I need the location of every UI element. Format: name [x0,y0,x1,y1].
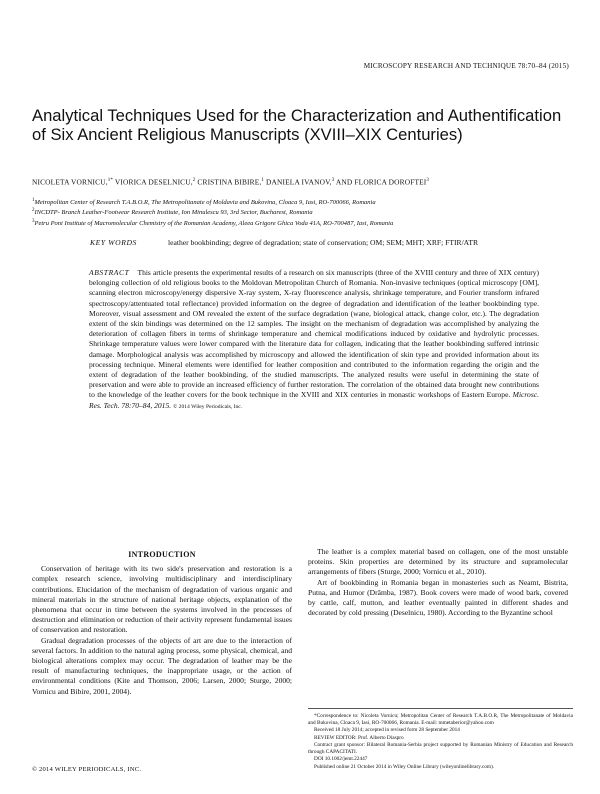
footnote-review-editor: REVIEW EDITOR: Prof. Alberto Diaspro [314,734,404,741]
body-paragraph: Art of bookbinding in Romania began in monasteries such as Neamt, Bistrita, Putna, and Humor (Drâmba, 1987). Book covers were made of wood bark, covered by cattle, calf, mutton, and leather eventually painted in different shades and decorated by cold pressing (Deselnicu, 1980). According to the Byzantine school [308,577,568,618]
abstract-copyright: © 2014 Wiley Periodicals, Inc. [173,403,243,410]
affiliation-mark: 1 [32,198,35,203]
author-name: NICOLETA VORNICU, [32,177,108,187]
affiliation [32,207,572,217]
right-column [308,547,568,618]
author-name: DANIELA IVANOV, [264,177,332,187]
author-affiliation-mark: 3 [331,178,335,183]
keywords-label: KEY WORDS [90,238,137,247]
author-list [32,176,572,187]
footnotes-block [308,708,573,771]
article-title: Analytical Techniques Used for the Characterization and Authentification of Six Ancient Religious Manuscripts (XVIII–XIX Centuries) [32,106,562,144]
footnote-correspondence: *Correspondence to: Nicoleta Vornicu; Metropolitan Center of Research T.A.B.O.R, The Metropolitanate of Moldavia and Bukovina, Cloaca 9, Iasi, RO-700066, Romania. E-mail: mmetaberior@yahoo.com [308,713,573,726]
footnote-grant: Contract grant sponsor: Bilateral Romania-Serbia project supported by Romanian Ministry of Education and Research through CAPACITATI. [308,742,573,755]
keywords-text: leather bookbinding; degree of degradation; state of conservation; OM; SEM; MHT; XRF; FTIR/ATR [168,238,479,247]
author-affiliation-mark: 3 [426,178,430,183]
affiliation [32,197,572,207]
footnote-received: Received 18 July 2014; accepted in revised form 28 September 2014 [314,727,460,733]
footer-copyright: © 2014 WILEY PERIODICALS, INC. [32,766,142,773]
section-heading-introduction: INTRODUCTION [128,550,196,559]
abstract-label: ABSTRACT [89,268,130,277]
left-column [32,547,292,697]
author-name: CRISTINA BIBIRE, [195,177,262,187]
affiliation-mark: 2 [32,208,35,214]
footnote-published: Published online 21 October 2014 in Wiley Online Library (wileyonlinelibrary.com). [314,763,495,770]
body-paragraph: Conservation of heritage with its two side's preservation and restoration is a complex research science, involving multidisciplinary and interdisciplinary contributions. Elucidation of the mechanism of degradation of various organic and mineral materials in the structure of national heritage objects, explanation of the phenomena that occur in time between the systems involved in the processes of destruction and elimination or reduction of their activity represent fundamental issues of conservation and restoration. [32,564,292,635]
author-affiliation-mark: 1* [107,178,114,183]
author-name: AND FLORICA DOROFTEI [334,177,427,187]
body-paragraph: The leather is a complex material based on collagen, one of the most unstable proteins. Skin properties are determined by its structure and supramolecular arrangements of fibers (Sturge, 2000; Vornicu et al., 2010). [308,547,568,577]
affiliation-text: INCDTP- Branch Leather-Footwear Research Institute, Ion Minulescu 93, 3rd Sector, Bucharest, Romania [34,209,313,217]
footnote-doi: DOI 10.1002/jemt.22447 [314,756,368,762]
affiliation-text: Petru Poni Institute of Macromolecular Chemistry of the Romanian Academy, Aleea Grigore Ghica Voda 41A, RO-700487, Iasi, Romania [34,219,394,227]
journal-running-header: MICROSCOPY RESEARCH AND TECHNIQUE 78:70–84 (2015) [363,62,569,70]
abstract-block [89,268,539,412]
body-paragraph: Gradual degradation processes of the objects of art are due to the interaction of several factors. In addition to the natural aging process, some physical, chemical, and biological alterations complex may occur. The degradation of leather may be the result of manufacturing techniques, the inappropriate usage, or the action of environmental conditions (Kite and Thomson, 2006; Larsen, 2000; Sturge, 2000; Vornicu and Bibire, 2001, 2004). [32,635,292,696]
abstract-text: This article presents the experimental results of a research on six manuscripts (three of the XVIII century and three of XIX century) belonging collection of old religious books to the Moldovan Metropolitan Church of Romania. Non-invasive techniques (optical microscopy [OM], scanning electron microscopy/energy dispersive X-ray system, X-ray fluorescence analysis, shrinkage temperature, and Fourier transform infrared spectroscopy/attentuated total reflectance) provided information on the degree of degradation and identification of the leather bookbinding type. Moreover, visual assessment and OM revealed the extent of the surface degradation (wane, biological attack, change color, etc.). The degradation extent of the skin bindings was determined on the 12 samples. The insight on the mechanism of degradation was accomplished by analyzing the deterioration of collagen fibers in terms of shrinkage temperature and chemical modifications induced by oxidative and hydrolytic processes. Shrinkage temperature values were lower compared with the literature data for collagen, indicating that the leather bookbinding suffered intrinsic damage. Morphological analysis was accomplished by microscopy and allowed the identification of skin type and provided information about its processing technique. Mineral elements were identified for leather composition and contributed to the information regarding the origin and the extent of degradation of the leather bookbinding, of the studied manuscripts. The analyzed results were useful in determining the state of preservation and were able to provide an increased efficiency of further restoration. The correlation of the obtained data brought new contributions to the knowledge of the leather covers for the book technique in the XVIII and XIX centuries in monastic workshops of Eastern Europe. [89,268,539,400]
affiliation-mark: 3 [32,218,35,224]
author-affiliation-mark: 2 [192,178,196,183]
affiliation-text: Metropolitan Center of Research T.A.B.O.R, The Metropolitanate of Moldavia and Bukovina, Cloaca 9, Iasi, RO-700066, Romania [34,199,376,207]
author-name: VIORICA DESELNICU, [113,177,193,187]
abstract-citation: Microsc. Res. Tech. 78:70–84, 2015. [89,390,540,410]
affiliation-list [32,197,572,228]
author-affiliation-mark: 1 [261,178,265,183]
affiliation [32,218,572,228]
